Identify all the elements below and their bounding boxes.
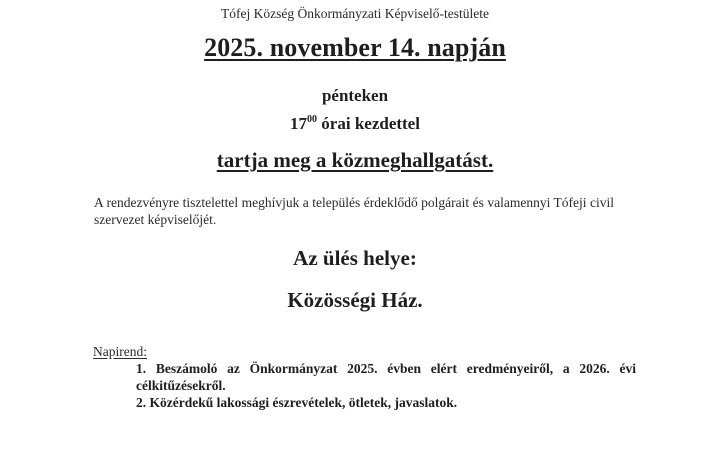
- agenda-item: 1. Beszámoló az Önkormányzat 2025. évben elért eredményeiről, a 2026. évi célkitűzésekről.: [136, 361, 636, 393]
- event-time-minutes: 00: [307, 114, 318, 125]
- event-time-suffix: órai kezdettel: [317, 114, 420, 133]
- event-time: [0, 114, 710, 134]
- event-date-heading: 2025. november 14. napján: [204, 33, 506, 62]
- agenda-item: 2. Közérdekű lakossági észrevételek, ötletek, javaslatok.: [136, 395, 458, 410]
- event-action-heading: tartja meg a közmeghallgatást.: [216, 148, 494, 172]
- event-time-hour: 17: [290, 114, 308, 133]
- event-weekday: pénteken: [321, 86, 389, 105]
- organization-name: Tófej Község Önkormányzati Képviselő-testülete: [220, 6, 490, 21]
- invitation-paragraph: A rendezvényre tisztelettel meghívjuk a település érdeklődő polgárait és valamennyi Tófeji civil szervezet képviselőjét.: [94, 195, 614, 227]
- agenda-title: Napirend:: [93, 344, 147, 359]
- venue-name: Közösségi Ház.: [287, 288, 423, 312]
- venue-label: Az ülés helye:: [293, 246, 417, 270]
- agenda-list: [136, 360, 636, 411]
